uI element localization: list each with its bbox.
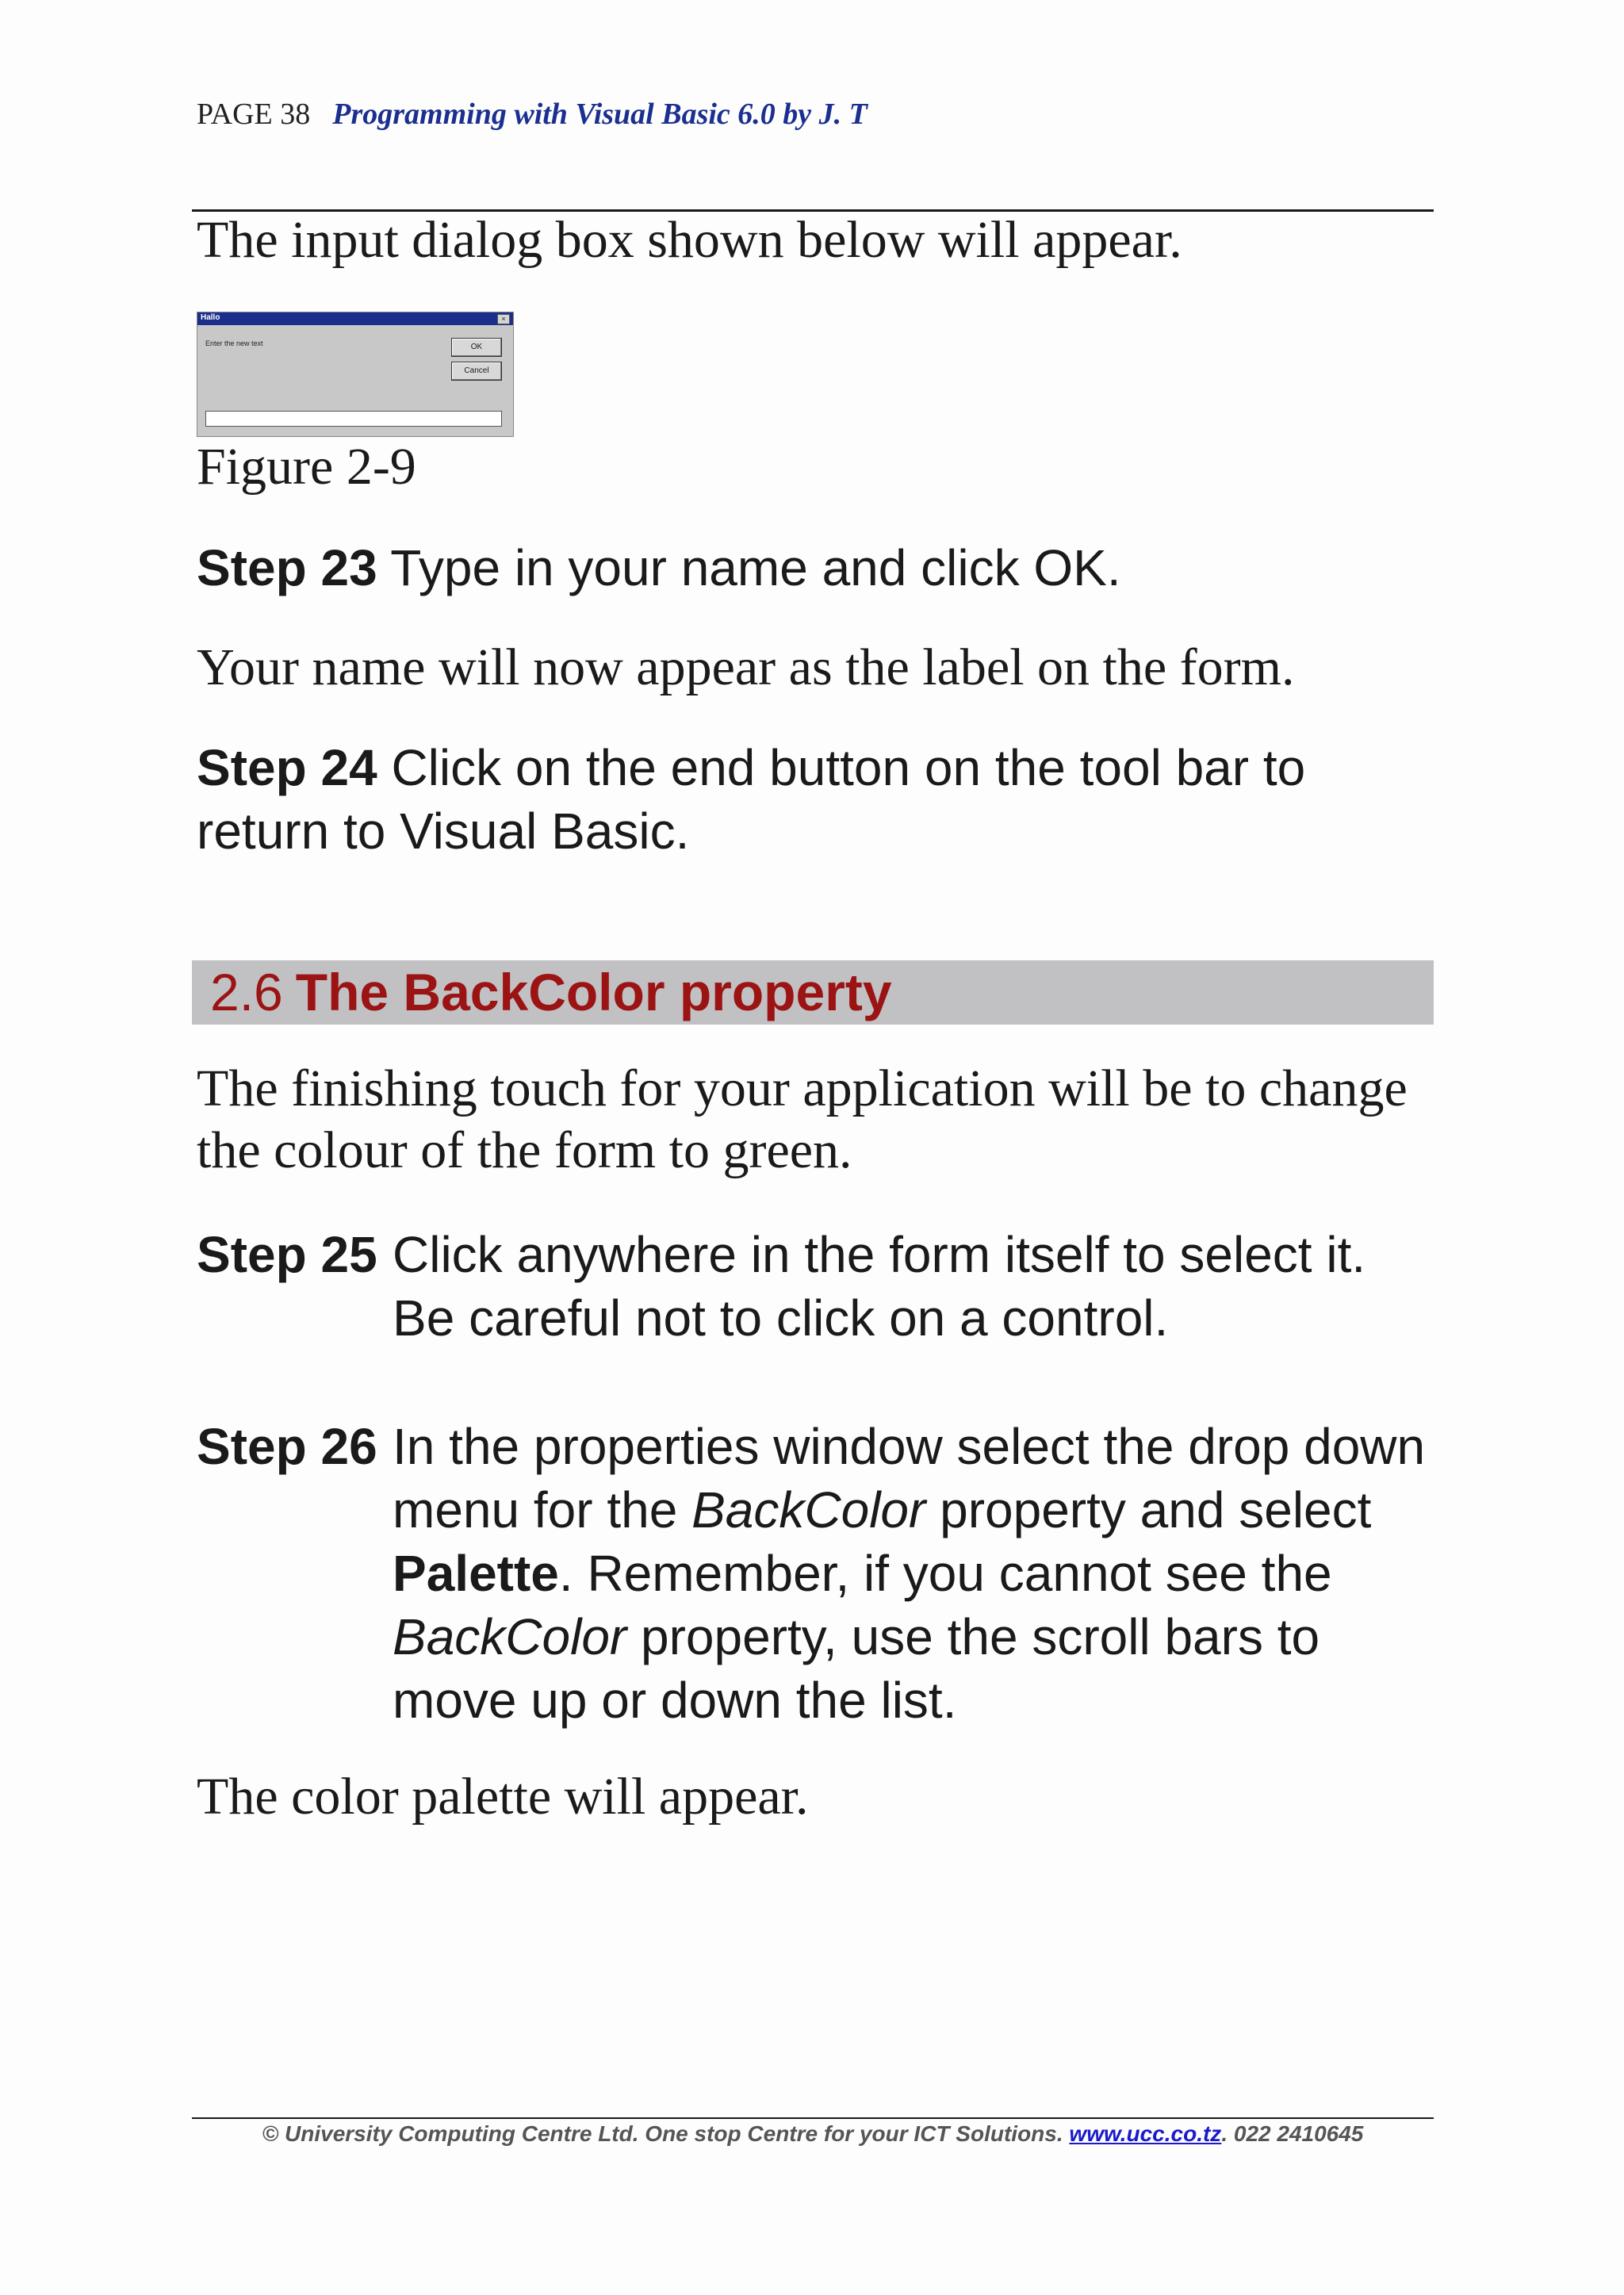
step-26-backcolor-1: BackColor [691, 1481, 926, 1538]
input-dialog-figure [197, 312, 514, 437]
step-24-text: Click on the end button on the tool bar to return to Visual Basic. [197, 739, 1306, 860]
step-26-part2: property and select [925, 1481, 1372, 1538]
intro-paragraph: The input dialog box shown below will appear. [197, 211, 1182, 269]
step-26-backcolor-2: BackColor [393, 1608, 627, 1665]
dialog-ok-button: OK [451, 338, 502, 357]
footer-phone: . 022 2410645 [1221, 2121, 1364, 2146]
step-26-palette: Palette [393, 1545, 559, 1602]
step-26 [197, 1415, 1434, 1732]
section-title: The BackColor property [295, 963, 892, 1021]
running-header [197, 97, 868, 138]
step-26-text [393, 1415, 1434, 1732]
step-23-text: Type in your name and click OK. [390, 539, 1121, 596]
step-24-label: Step 24 [197, 739, 377, 796]
step-25-text: Click anywhere in the form itself to select it. Be careful not to click on a control. [393, 1226, 1366, 1347]
step-26-part1: In the properties window select the drop down menu for the [393, 1418, 1426, 1538]
after-step-23-paragraph: Your name will now appear as the label on the form. [197, 638, 1295, 696]
section-intro-paragraph: The finishing touch for your application will be to change the colour of the form to green. [197, 1059, 1408, 1179]
section-number: 2.6 [210, 963, 283, 1021]
dialog-title: Hallo [201, 313, 220, 322]
step-25 [197, 1223, 1434, 1350]
step-24 [197, 736, 1434, 863]
step-25-label: Step 25 [197, 1226, 377, 1283]
step-26-part4: property, use the scroll bars to move up or down the list. [393, 1608, 1320, 1729]
book-title: Programming with Visual Basic 6.0 by J. T [332, 98, 868, 131]
dialog-text-input [205, 411, 502, 427]
section-heading [210, 960, 892, 1025]
dialog-titlebar [197, 312, 513, 325]
footer-copyright: © University Computing Centre Ltd. One stop Centre for your ICT Solutions. [262, 2121, 1063, 2146]
page-footer [192, 2121, 1434, 2147]
footer-link[interactable]: www.ucc.co.tz [1069, 2121, 1222, 2146]
step-23 [197, 536, 1434, 600]
page-number: PAGE 38 [197, 98, 311, 131]
footer-rule [192, 2117, 1434, 2119]
step-26-label: Step 26 [197, 1418, 377, 1475]
figure-caption: Figure 2-9 [197, 438, 416, 496]
closing-paragraph: The color palette will appear. [197, 1768, 809, 1826]
step-23-label: Step 23 [197, 539, 377, 596]
step-26-part3: . Remember, if you cannot see the [558, 1545, 1332, 1602]
dialog-cancel-button: Cancel [451, 362, 502, 381]
close-icon: × [497, 314, 510, 324]
dialog-prompt: Enter the new text [205, 339, 263, 347]
